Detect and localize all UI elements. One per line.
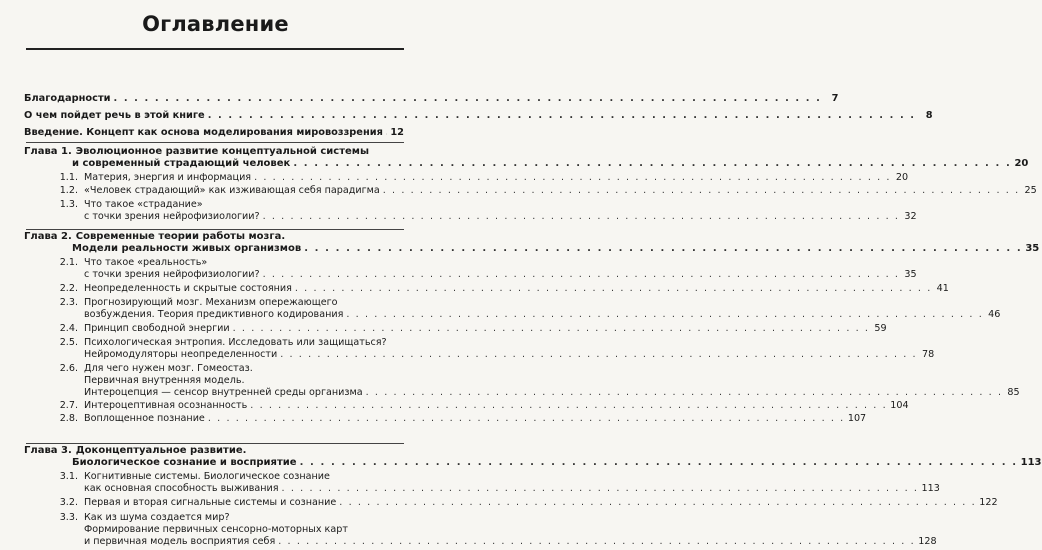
toc-line: [24, 337, 404, 349]
section-entry[interactable]: [24, 471, 940, 495]
section-number: 3.1.: [59, 471, 78, 482]
leader-dots: [386, 127, 387, 139]
toc-line: [24, 536, 937, 548]
section-title: Первая и вторая сигнальные системы и сознание: [84, 497, 337, 508]
page-number: 20: [1014, 158, 1029, 170]
chapter-title: Биологическое сознание и восприятие: [72, 457, 297, 469]
chapter-label: Глава 3.: [24, 445, 72, 456]
section-title: и первичная модель восприятия себя: [84, 536, 276, 548]
leader-dots: . . . . . . . . . . . . . . . . . . . . . . . . . . . . . . . . . . . . . . . . . . . . . . . . . . . . . . . . . . . . . . . . . . . . .: [365, 387, 1003, 399]
toc-entry[interactable]: [24, 127, 404, 139]
section-entry[interactable]: [24, 257, 917, 281]
chapter-title: и современный страдающий человек: [72, 158, 291, 170]
toc-line: [24, 387, 1020, 399]
section-number: 1.3.: [59, 199, 78, 210]
section-number: 2.7.: [59, 400, 78, 411]
section-entry[interactable]: [24, 337, 935, 361]
toc-line: [24, 199, 404, 211]
leader-dots: . . . . . . . . . . . . . . . . . . . . . . . . . . . . . . . . . . . . . . . . . . . . . . . . . . . . . . . . . . . . . . . . . . . . .: [294, 283, 932, 294]
toc-line: [24, 211, 917, 223]
page-number: 7: [831, 93, 839, 104]
toc-line: [24, 257, 404, 269]
section-title: Интероцептивная осознанность: [84, 400, 248, 411]
section-title: Как из шума создается мир?: [84, 512, 230, 523]
toc-entry[interactable]: [24, 93, 839, 105]
leader-dots: . . . . . . . . . . . . . . . . . . . . . . . . . . . . . . . . . . . . . . . . . . . . . . . . . . . . . . . . . . . . . . . . . . . . .: [280, 349, 918, 361]
page-number: 113: [921, 483, 940, 495]
section-entry[interactable]: [24, 297, 1001, 321]
toc-line: [24, 309, 1001, 321]
entry-title: О чем пойдет речь в этой книге: [24, 110, 205, 121]
toc-line: [24, 297, 404, 309]
section-entry[interactable]: [24, 400, 909, 412]
toc-line: [24, 185, 1037, 197]
toc-line: [24, 243, 1040, 255]
section-entry[interactable]: [24, 185, 1037, 197]
section-divider: [26, 142, 404, 143]
section-title: Воплощенное познание: [84, 413, 205, 424]
toc-line: [24, 512, 404, 524]
section-title: как основная способность выживания: [84, 483, 279, 495]
toc-line: [24, 283, 949, 295]
section-title: Формирование первичных сенсорно-моторных карт: [84, 524, 348, 536]
toc-line: [24, 497, 998, 509]
section-title: Нейромодуляторы неопределенности: [84, 349, 278, 361]
toc-line: [24, 400, 909, 412]
page-number: 46: [988, 309, 1001, 321]
leader-dots: . . . . . . . . . . . . . . . . . . . . . . . . . . . . . . . . . . . . . . . . . . . . . . . . . . . . . . . . . . . . . . . . . . . . .: [262, 269, 900, 281]
toc-line: [24, 269, 917, 281]
leader-dots: . . . . . . . . . . . . . . . . . . . . . . . . . . . . . . . . . . . . . . . . . . . . . . . . . . . . . . . . . . . . . . . . . . . . .: [339, 497, 977, 508]
leader-dots: . . . . . . . . . . . . . . . . . . . . . . . . . . . . . . . . . . . . . . . . . . . . . . . . . . . . . . . . . . . . . . . . . . . . .: [262, 211, 900, 223]
section-number: 3.3.: [59, 512, 78, 523]
section-divider: [26, 443, 404, 444]
section-entry[interactable]: [24, 363, 1020, 400]
page-number: 8: [925, 110, 933, 121]
section-title: Когнитивные системы. Биологическое сознание: [84, 471, 330, 482]
toc-line: [24, 471, 404, 483]
leader-dots: . . . . . . . . . . . . . . . . . . . . . . . . . . . . . . . . . . . . . . . . . . . . . . . . . . . . . . . . . . . . . . . . . . . . .: [293, 158, 1012, 170]
title-divider: [26, 48, 404, 50]
section-title: Первичная внутренняя модель.: [84, 375, 245, 387]
toc-entry[interactable]: [24, 110, 933, 122]
section-entry[interactable]: [24, 323, 887, 335]
toc-line: [24, 445, 404, 457]
chapter-label: Глава 1.: [24, 146, 72, 157]
toc-line: [24, 349, 935, 361]
toc-line: [24, 363, 404, 375]
page-number: 20: [895, 172, 909, 183]
section-entry[interactable]: [24, 199, 917, 223]
toc-line: [24, 413, 867, 425]
leader-dots: . . . . . . . . . . . . . . . . . . . . . . . . . . . . . . . . . . . . . . . . . . . . . . . . . . . . . . . . . . . . . . . . . . . . .: [207, 110, 916, 121]
section-number: 2.6.: [59, 363, 78, 374]
section-number: 1.2.: [59, 185, 78, 196]
section-number: 2.8.: [59, 413, 78, 424]
leader-dots: . . . . . . . . . . . . . . . . . . . . . . . . . . . . . . . . . . . . . . . . . . . . . . . . . . . . . . . . . . . . . . . . . . . . .: [299, 457, 1018, 469]
leader-dots: . . . . . . . . . . . . . . . . . . . . . . . . . . . . . . . . . . . . . . . . . . . . . . . . . . . . . . . . . . . . . . . . . . . . .: [281, 483, 919, 495]
section-title: Неопределенность и скрытые состояния: [84, 283, 292, 294]
section-title: возбуждения. Теория предиктивного кодирования: [84, 309, 344, 321]
toc-line: [24, 524, 404, 536]
section-number: 2.3.: [59, 297, 78, 308]
section-number: 1.1.: [59, 172, 78, 183]
toc-line: [24, 323, 887, 335]
toc-line: [24, 146, 404, 158]
section-title: Интероцепция — сенсор внутренней среды организма: [84, 387, 363, 399]
chapter-heading[interactable]: [24, 445, 1042, 469]
section-title: с точки зрения нейрофизиологии?: [84, 269, 260, 281]
chapter-label: Глава 2.: [24, 231, 72, 242]
leader-dots: . . . . . . . . . . . . . . . . . . . . . . . . . . . . . . . . . . . . . . . . . . . . . . . . . . . . . . . . . . . . . . . . . . . . .: [113, 93, 822, 104]
toc-line: [24, 110, 933, 122]
toc-line: [24, 158, 1029, 170]
toc-line: [24, 172, 909, 184]
page-number: 25: [1024, 185, 1037, 196]
entry-title: Благодарности: [24, 93, 111, 104]
page-number: 113: [1020, 457, 1042, 469]
page-number: 122: [979, 497, 998, 508]
section-title: Принцип свободной энергии: [84, 323, 230, 334]
toc-line: [24, 483, 940, 495]
page-number: 78: [921, 349, 935, 361]
section-entry[interactable]: [24, 283, 949, 295]
section-divider: [26, 229, 404, 230]
toc-line: [24, 127, 404, 139]
entry-title: Введение. Концепт как основа моделирования мировоззрения: [24, 127, 383, 138]
section-number: 2.1.: [59, 257, 78, 268]
page-number: 32: [904, 211, 917, 223]
section-entry[interactable]: [24, 172, 909, 184]
leader-dots: . . . . . . . . . . . . . . . . . . . . . . . . . . . . . . . . . . . . . . . . . . . . . . . . . . . . . . . . . . . . . . . . . . . . .: [346, 309, 984, 321]
leader-dots: . . . . . . . . . . . . . . . . . . . . . . . . . . . . . . . . . . . . . . . . . . . . . . . . . . . . . . . . . . . . . . . . . . . . .: [250, 400, 888, 411]
section-title: с точки зрения нейрофизиологии?: [84, 211, 260, 223]
leader-dots: . . . . . . . . . . . . . . . . . . . . . . . . . . . . . . . . . . . . . . . . . . . . . . . . . . . . . . . . . . . . . . . . . . . . .: [304, 243, 1023, 255]
toc-line: [24, 231, 404, 243]
chapter-heading[interactable]: [24, 146, 1029, 170]
toc-line: [24, 375, 404, 387]
leader-dots: . . . . . . . . . . . . . . . . . . . . . . . . . . . . . . . . . . . . . . . . . . . . . . . . . . . . . . . . . . . . . . . . . . . . .: [278, 536, 916, 548]
toc-line: [24, 457, 1042, 469]
section-entry[interactable]: [24, 497, 998, 509]
page-number: 12: [390, 127, 404, 138]
page-number: 59: [874, 323, 887, 334]
page-number: 35: [1025, 243, 1040, 255]
leader-dots: . . . . . . . . . . . . . . . . . . . . . . . . . . . . . . . . . . . . . . . . . . . . . . . . . . . . . . . . . . . . . . . . . . . . .: [382, 185, 1020, 196]
section-title: Психологическая энтропия. Исследовать или защищаться?: [84, 337, 387, 348]
leader-dots: . . . . . . . . . . . . . . . . . . . . . . . . . . . . . . . . . . . . . . . . . . . . . . . . . . . . . . . . . . . . . . . . . . . . .: [232, 323, 870, 334]
chapter-title: Современные теории работы мозга.: [75, 231, 286, 242]
leader-dots: . . . . . . . . . . . . . . . . . . . . . . . . . . . . . . . . . . . . . . . . . . . . . . . . . . . . . . . . . . . . . . . . . . . . .: [254, 172, 892, 183]
chapter-heading[interactable]: [24, 231, 1040, 255]
section-number: 2.5.: [59, 337, 78, 348]
page-number: 104: [890, 400, 909, 411]
leader-dots: . . . . . . . . . . . . . . . . . . . . . . . . . . . . . . . . . . . . . . . . . . . . . . . . . . . . . . . . . . . . . . . . . . . . .: [207, 413, 845, 424]
section-entry[interactable]: [24, 413, 867, 425]
section-number: 3.2.: [59, 497, 78, 508]
chapter-title: Доконцептуальное развитие.: [75, 445, 247, 456]
section-title: Что такое «страдание»: [84, 199, 203, 210]
page-number: 85: [1007, 387, 1020, 399]
page-number: 107: [847, 413, 867, 424]
section-title: Материя, энергия и информация: [84, 172, 252, 183]
section-entry[interactable]: [24, 512, 937, 549]
section-title: Прогнозирующий мозг. Механизм опережающего: [84, 297, 338, 308]
page-number: 35: [904, 269, 917, 281]
page-number: 41: [936, 283, 949, 294]
section-title: «Человек страдающий» как изживающая себя парадигма: [84, 185, 380, 196]
section-title: Для чего нужен мозг. Гомеостаз.: [84, 363, 253, 374]
chapter-title: Эволюционное развитие концептуальной системы: [75, 146, 370, 157]
section-number: 2.2.: [59, 283, 78, 294]
page-title: Оглавление: [142, 12, 289, 36]
chapter-title: Модели реальности живых организмов: [72, 243, 302, 255]
section-title: Что такое «реальность»: [84, 257, 208, 268]
page-number: 128: [918, 536, 937, 548]
toc-line: [24, 93, 839, 105]
section-number: 2.4.: [59, 323, 78, 334]
